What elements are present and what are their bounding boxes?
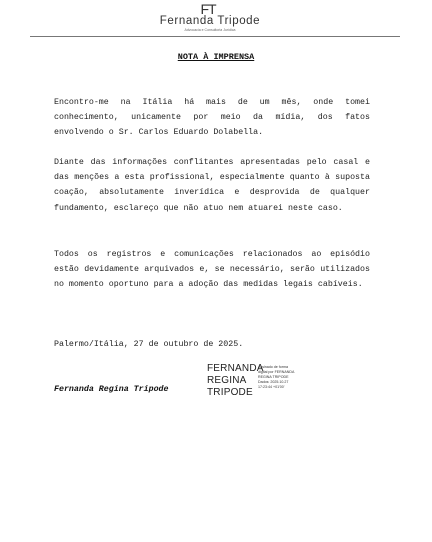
paragraph-1: Encontro-me na Itália há mais de um mês, onde tomei conhecimento, unicamente por meio da mídia, dos fatos envolvendo o Sr. Carlos Eduardo Dolabella. xyxy=(54,98,370,138)
letterhead-name: Fernanda Tripode xyxy=(159,15,261,27)
signature-name-line-1: FERNANDA xyxy=(207,363,264,374)
digital-signature-details xyxy=(258,365,328,390)
signer-name: Fernanda Regina Tripode xyxy=(54,385,169,394)
letterhead-monogram: FT xyxy=(200,1,216,17)
signature-detail-4: Dados: 2025.10.27 xyxy=(258,380,289,384)
paragraph-3: Todos os registros e comunicações relacionados ao episódio estão devidamente arquivados e, se necessário, serão utilizados no momento oportuno para a adoção das medidas legais cabíveis. xyxy=(54,250,370,290)
paragraph-2: Diante das informações conflitantes apresentadas pelo casal e das menções a esta profissional, especialmente quanto à suposta coação, absolutamente inverídica e desprovida de qualquer fundamento, esclareço que não atuo nem atuarei neste caso. xyxy=(54,158,370,213)
place-date: Palermo/Itália, 27 de outubro de 2025. xyxy=(54,340,244,349)
signature-detail-3: REGINA TRIPODE xyxy=(258,375,289,379)
signature-detail-1: Assinado de forma xyxy=(258,365,288,369)
signature-name-line-3: TRIPODE xyxy=(207,387,253,398)
header-divider xyxy=(30,36,400,37)
letterhead-subtitle: Advocacia e Consultoria Jurídica xyxy=(184,28,236,32)
digital-signature-name xyxy=(207,363,263,399)
signature-name-line-2: REGINA xyxy=(207,375,247,386)
document-title: NOTA À IMPRENSA xyxy=(177,52,255,62)
signature-detail-5: 17:23:44 +01'00' xyxy=(258,385,285,389)
signature-detail-2: digital por FERNANDA xyxy=(258,370,295,374)
